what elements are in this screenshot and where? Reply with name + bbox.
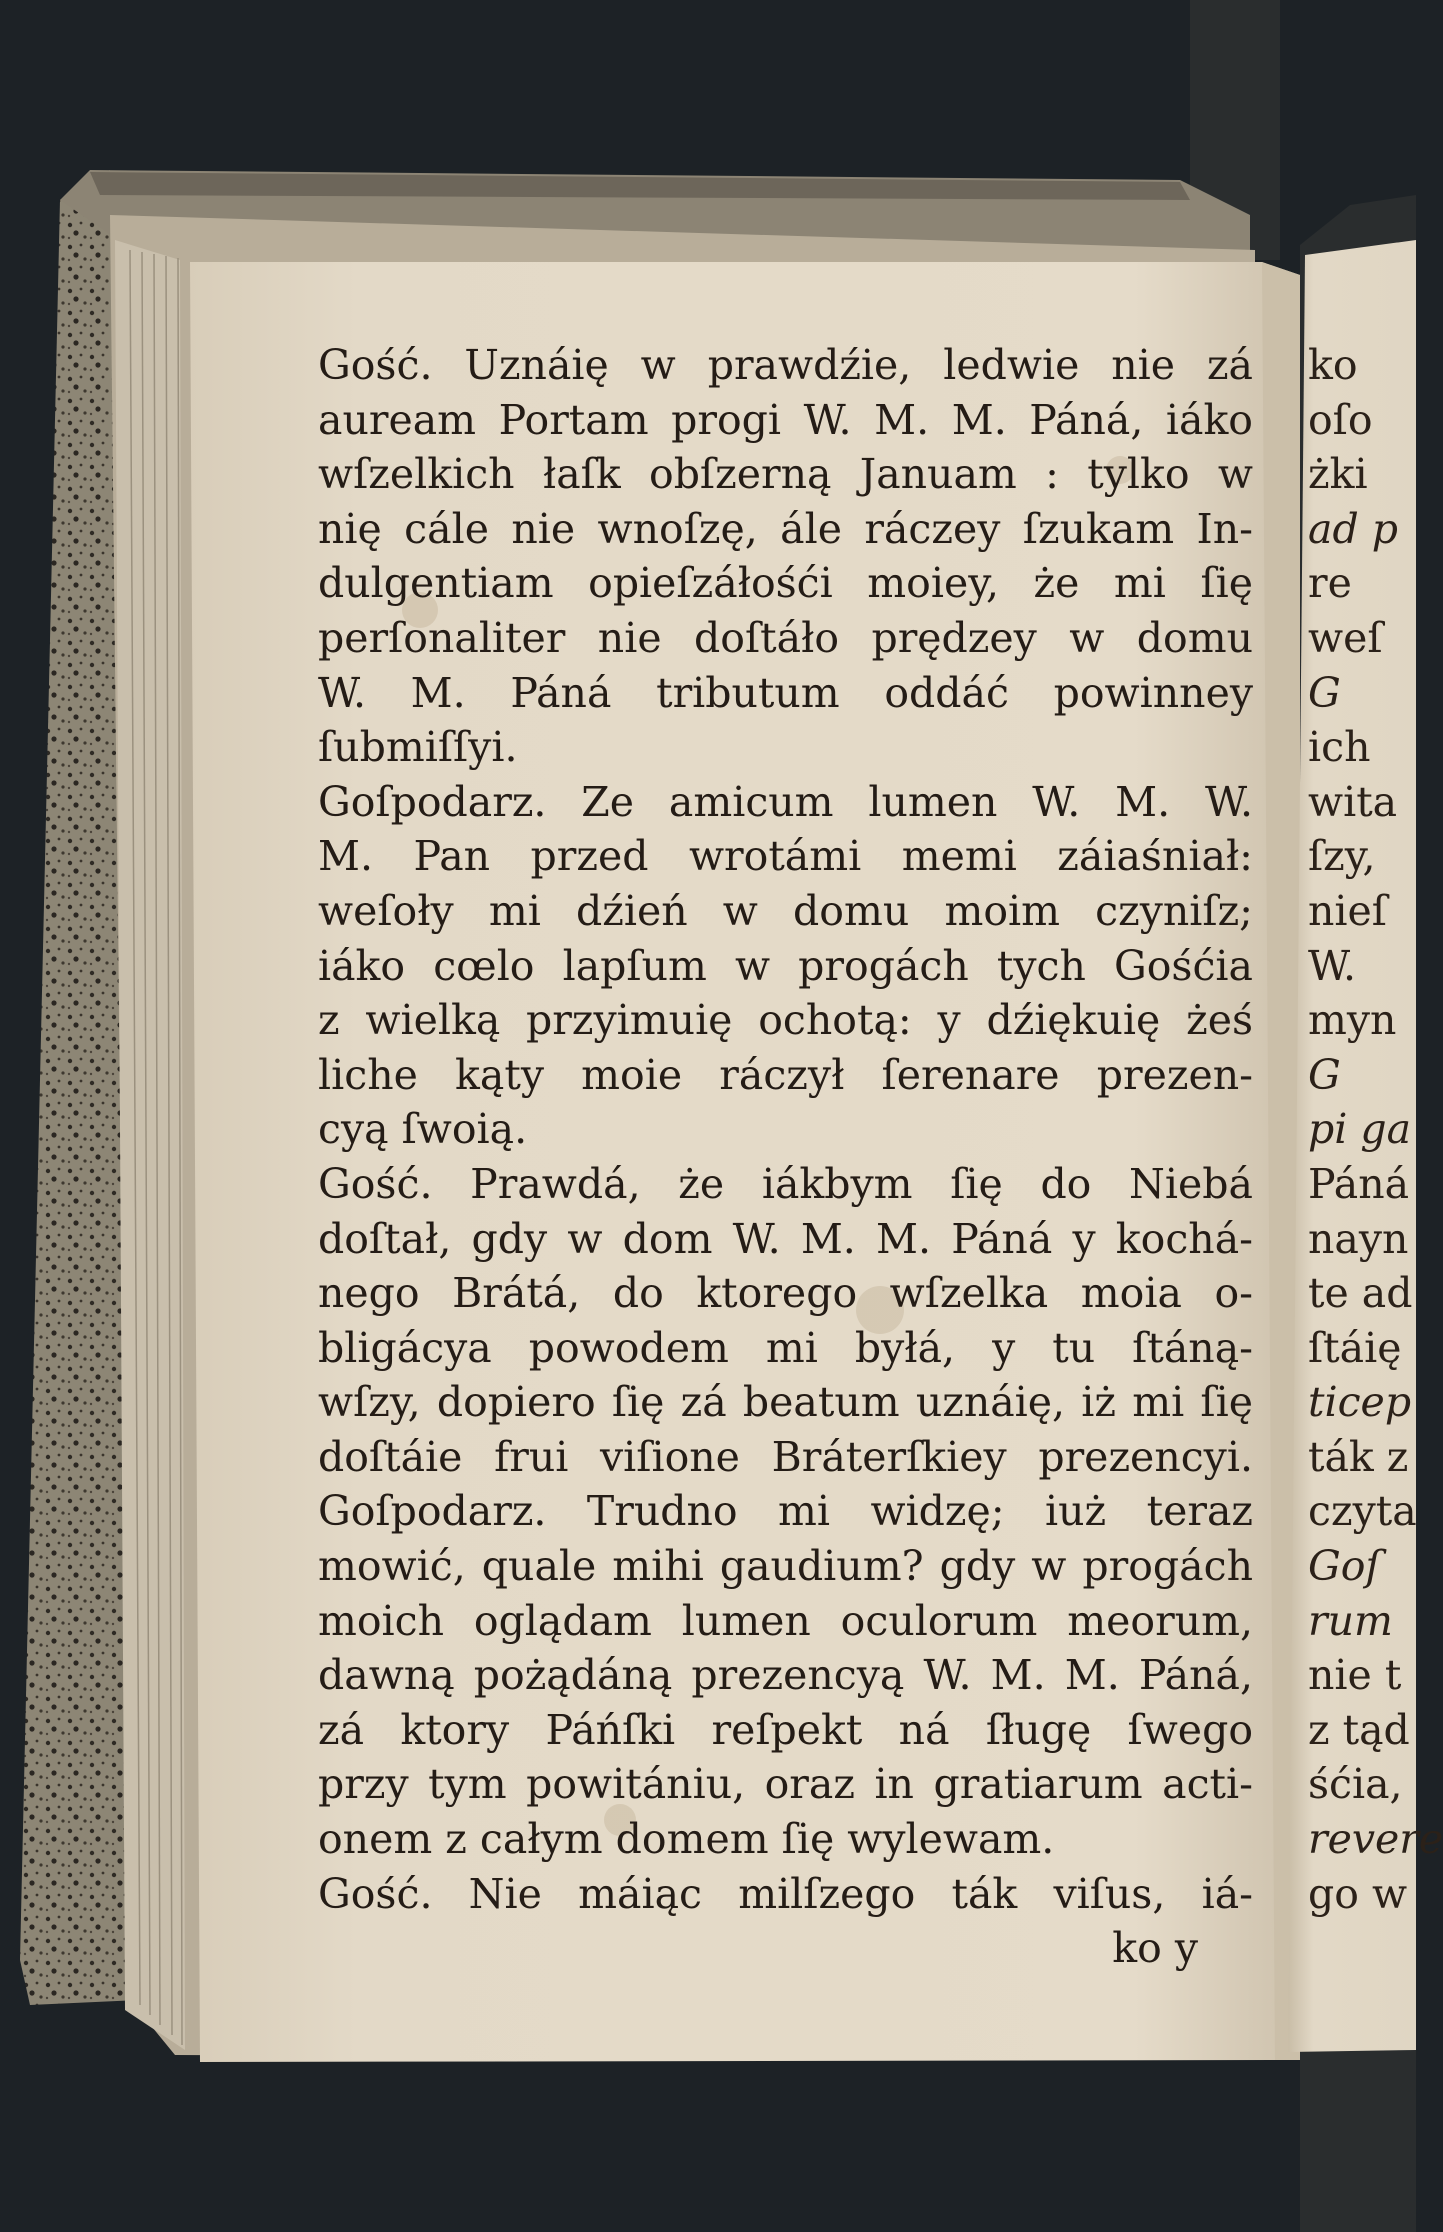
- facing-fragment: nieſ: [1308, 886, 1387, 935]
- facing-fragment: G: [1308, 1050, 1341, 1099]
- text-line: wſzy, dopiero ſię zá beatum uznáię, iż mi ſię: [318, 1378, 1253, 1427]
- text-line: zá ktory Páńſki reſpekt ná ſługę ſwego: [318, 1705, 1253, 1754]
- facing-fragment: ko: [1308, 341, 1358, 389]
- text-line: mowić, quale mihi gaudium? gdy w progách: [318, 1542, 1253, 1591]
- facing-fragment: oſo: [1308, 395, 1373, 444]
- facing-fragment: go w: [1308, 1869, 1408, 1918]
- facing-fragment: ad p: [1308, 504, 1398, 553]
- text-line: nego Brátá, do ktorego wſzelka moia o-: [318, 1269, 1253, 1318]
- text-line: Goſpodarz. Ze amicum lumen W. M. W.: [318, 777, 1253, 826]
- facing-fragment: te ad: [1308, 1269, 1413, 1318]
- facing-fragment: ticep: [1308, 1378, 1412, 1427]
- catchword: ko y: [1112, 1924, 1198, 1973]
- text-line: liche kąty moie ráczył ſerenare prezen-: [318, 1050, 1253, 1099]
- text-line: weſoły mi dźień w domu moim czyniſz;: [318, 886, 1253, 935]
- text-line: Gość. Prawdá, że iákbym ſię do Niebá: [318, 1159, 1253, 1208]
- facing-fragment: nayn: [1308, 1214, 1409, 1263]
- facing-fragment: ſtáię: [1308, 1323, 1402, 1372]
- text-line: przy tym powitániu, oraz in gratiarum acti-: [318, 1760, 1253, 1809]
- page-edge-strip: [115, 240, 185, 2050]
- text-line: z wielką przyimuię ochotą: y dźiękuię żeś: [318, 996, 1253, 1045]
- facing-fragment: ſzy,: [1308, 832, 1376, 881]
- text-line: dawną pożądáną prezencyą W. M. M. Páná,: [318, 1651, 1253, 1700]
- facing-fragment: Páná: [1308, 1159, 1410, 1208]
- facing-fragment: G: [1308, 668, 1341, 717]
- facing-fragment: re: [1308, 559, 1352, 608]
- facing-fragment: śćia,: [1308, 1760, 1403, 1809]
- text-line: onem z całym domem ſię wylewam.: [318, 1815, 1055, 1864]
- facing-fragment: Goſ: [1308, 1542, 1381, 1591]
- text-line: doſtał, gdy w dom W. M. M. Páná y kochá-: [318, 1214, 1253, 1263]
- facing-fragment: rum: [1308, 1596, 1393, 1645]
- facing-fragment: czyta: [1308, 1487, 1417, 1536]
- facing-fragment: ták z: [1308, 1432, 1409, 1481]
- text-line: wſzelkich łaſk obſzerną Januam : tylko w: [318, 450, 1253, 499]
- facing-fragment: weſ: [1308, 613, 1383, 662]
- text-line: nię cále nie wnoſzę, ále ráczey ſzukam In-: [318, 504, 1253, 553]
- facing-fragment: ich: [1308, 723, 1371, 772]
- text-line: doſtáie frui viſione Bráterſkiey prezencyi.: [318, 1432, 1253, 1481]
- text-line: moich oglądam lumen oculorum meorum,: [318, 1596, 1253, 1645]
- facing-fragment: z tąd: [1308, 1705, 1410, 1754]
- text-line: Gość. Uznáię w prawdźie, ledwie nie zá: [318, 341, 1253, 389]
- page-text-block: [318, 338, 1253, 1976]
- facing-fragment: revere: [1308, 1815, 1443, 1864]
- facing-fragment: żki: [1308, 450, 1368, 499]
- text-line: iáko cœlo lapſum w progách tych Gośćia: [318, 941, 1253, 990]
- text-line: cyą ſwoią.: [318, 1105, 528, 1154]
- facing-fragment: pi ga: [1308, 1105, 1412, 1154]
- text-line: auream Portam progi W. M. M. Páná, iáko: [318, 395, 1253, 444]
- facing-fragment: wita: [1308, 777, 1398, 826]
- text-line: ſubmiſſyi.: [318, 723, 518, 772]
- text-line: Gość. Nie máiąc milſzego ták viſus, iá-: [318, 1869, 1253, 1918]
- text-line: dulgentiam opieſzáłośći moiey, że mi ſię: [318, 559, 1253, 608]
- text-line: Goſpodarz. Trudno mi widzę; iuż teraz: [318, 1487, 1253, 1536]
- facing-fragment: nie t: [1308, 1651, 1402, 1700]
- text-line: W. M. Páná tributum oddáć powinney: [318, 668, 1253, 717]
- text-line: bligácya powodem mi byłá, y tu ſtáną-: [318, 1323, 1253, 1372]
- text-line: M. Pan przed wrotámi memi záiaśniał:: [318, 832, 1253, 881]
- facing-page-text: [1308, 338, 1443, 1921]
- facing-fragment: myn: [1308, 996, 1397, 1045]
- facing-fragment: W.: [1308, 941, 1357, 990]
- text-line: perſonaliter nie doſtáło prędzey w domu: [318, 613, 1253, 662]
